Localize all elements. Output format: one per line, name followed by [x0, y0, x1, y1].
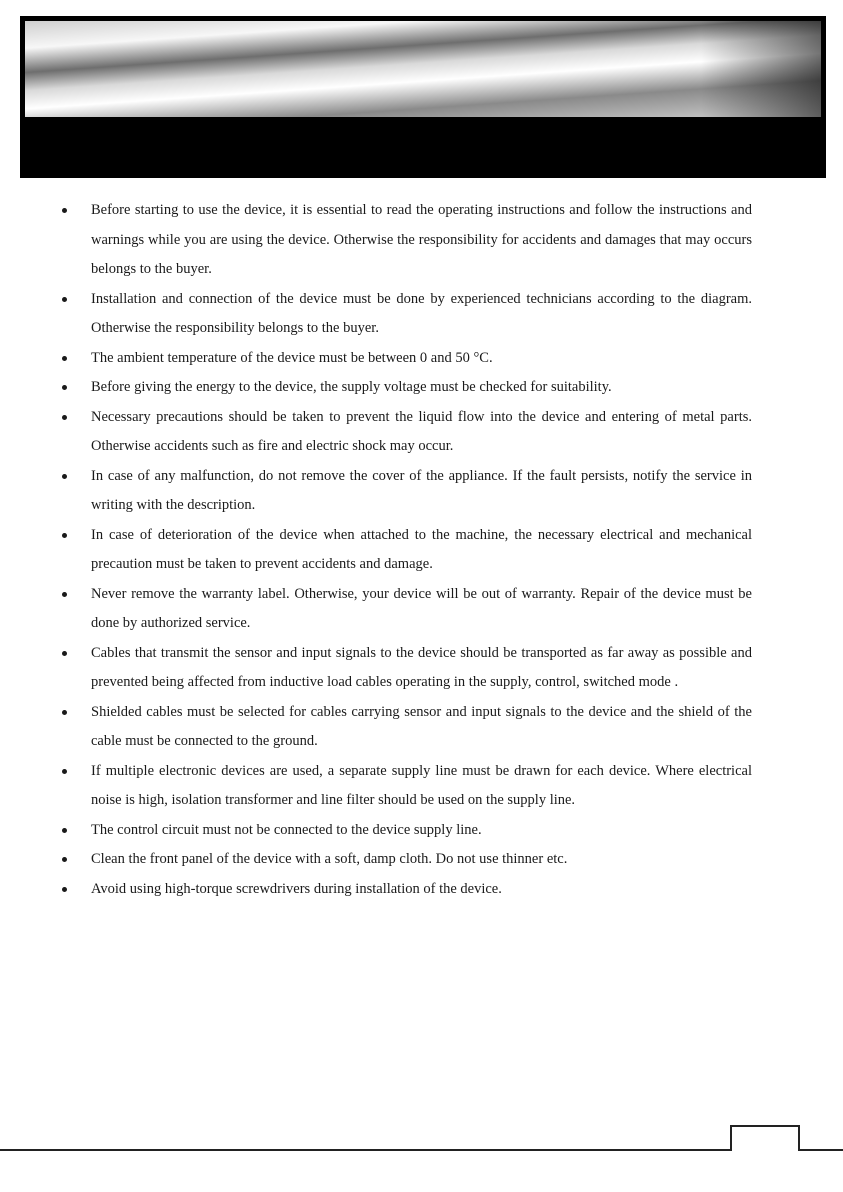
- bullet-icon: [62, 533, 67, 538]
- list-item: [58, 521, 752, 580]
- list-item-text: The control circuit must not be connected to the device supply line.: [91, 821, 482, 838]
- list-item: [58, 875, 752, 905]
- list-item: [58, 196, 752, 285]
- bullet-icon: [62, 474, 67, 479]
- bullet-icon: [62, 857, 67, 862]
- bullet-icon: [62, 415, 67, 420]
- list-item: [58, 580, 752, 639]
- list-item-text: The ambient temperature of the device must be between 0 and 50 °C.: [91, 349, 493, 366]
- bullet-icon: [62, 385, 67, 390]
- list-item: [58, 698, 752, 757]
- list-item-text: Installation and connection of the device must be done by experienced technicians according to the diagram. Otherwise the responsibility belongs to the buyer.: [91, 290, 752, 336]
- bullet-icon: [62, 769, 67, 774]
- bullet-icon: [62, 592, 67, 597]
- list-item: [58, 285, 752, 344]
- bullet-icon: [62, 651, 67, 656]
- bullet-icon: [62, 828, 67, 833]
- list-item-text: Clean the front panel of the device with a soft, damp cloth. Do not use thinner etc.: [91, 851, 568, 867]
- list-item: [58, 462, 752, 521]
- list-item: [58, 757, 752, 816]
- warnings-list: [58, 196, 752, 904]
- page-number-box: [730, 1125, 800, 1151]
- list-item-text: If multiple electronic devices are used, a separate supply line must be drawn for each device. Where electrical noise is high, isolation transformer and line filter should be used on the supply line.: [91, 762, 752, 808]
- list-item: [58, 344, 752, 374]
- list-item: [58, 845, 752, 875]
- list-item-text: Cables that transmit the sensor and input signals to the device should be transported as far away as possible and prevented being affected from inductive load cables operating in the supply, control, switched mode .: [91, 644, 752, 690]
- bullet-icon: [62, 297, 67, 302]
- list-item: [58, 403, 752, 462]
- list-item-text: Necessary precautions should be taken to prevent the liquid flow into the device and entering of metal parts. Otherwise accidents such as fire and electric shock may occur.: [91, 408, 752, 454]
- header-title-bar: [20, 117, 826, 178]
- header-gradient-decoration: [25, 21, 821, 117]
- list-item: [58, 816, 752, 846]
- footer-rule: [0, 1149, 843, 1151]
- list-item-text: Avoid using high-torque screwdrivers during installation of the device.: [91, 880, 502, 897]
- list-item-text: Before starting to use the device, it is essential to read the operating instructions and follow the instructions and warnings while you are using the device. Otherwise the responsibility for accidents and damages that may occurs belongs to the buyer.: [91, 202, 752, 277]
- bullet-icon: [62, 887, 67, 892]
- list-item-text: In case of any malfunction, do not remove the cover of the appliance. If the fault persists, notify the service in writing with the description.: [91, 467, 752, 513]
- list-item: [58, 373, 752, 403]
- bullet-icon: [62, 710, 67, 715]
- warnings-content: [58, 196, 752, 904]
- list-item-text: In case of deterioration of the device when attached to the machine, the necessary electrical and mechanical precaution must be taken to prevent accidents and damage.: [91, 526, 752, 572]
- header-banner: [20, 16, 826, 178]
- list-item-text: Before giving the energy to the device, the supply voltage must be checked for suitability.: [91, 379, 612, 395]
- bullet-icon: [62, 208, 67, 213]
- list-item-text: Shielded cables must be selected for cables carrying sensor and input signals to the device and the shield of the cable must be connected to the ground.: [91, 703, 752, 749]
- bullet-icon: [62, 356, 67, 361]
- list-item: [58, 639, 752, 698]
- list-item-text: Never remove the warranty label. Otherwise, your device will be out of warranty. Repair of the device must be done by authorized service.: [91, 585, 752, 631]
